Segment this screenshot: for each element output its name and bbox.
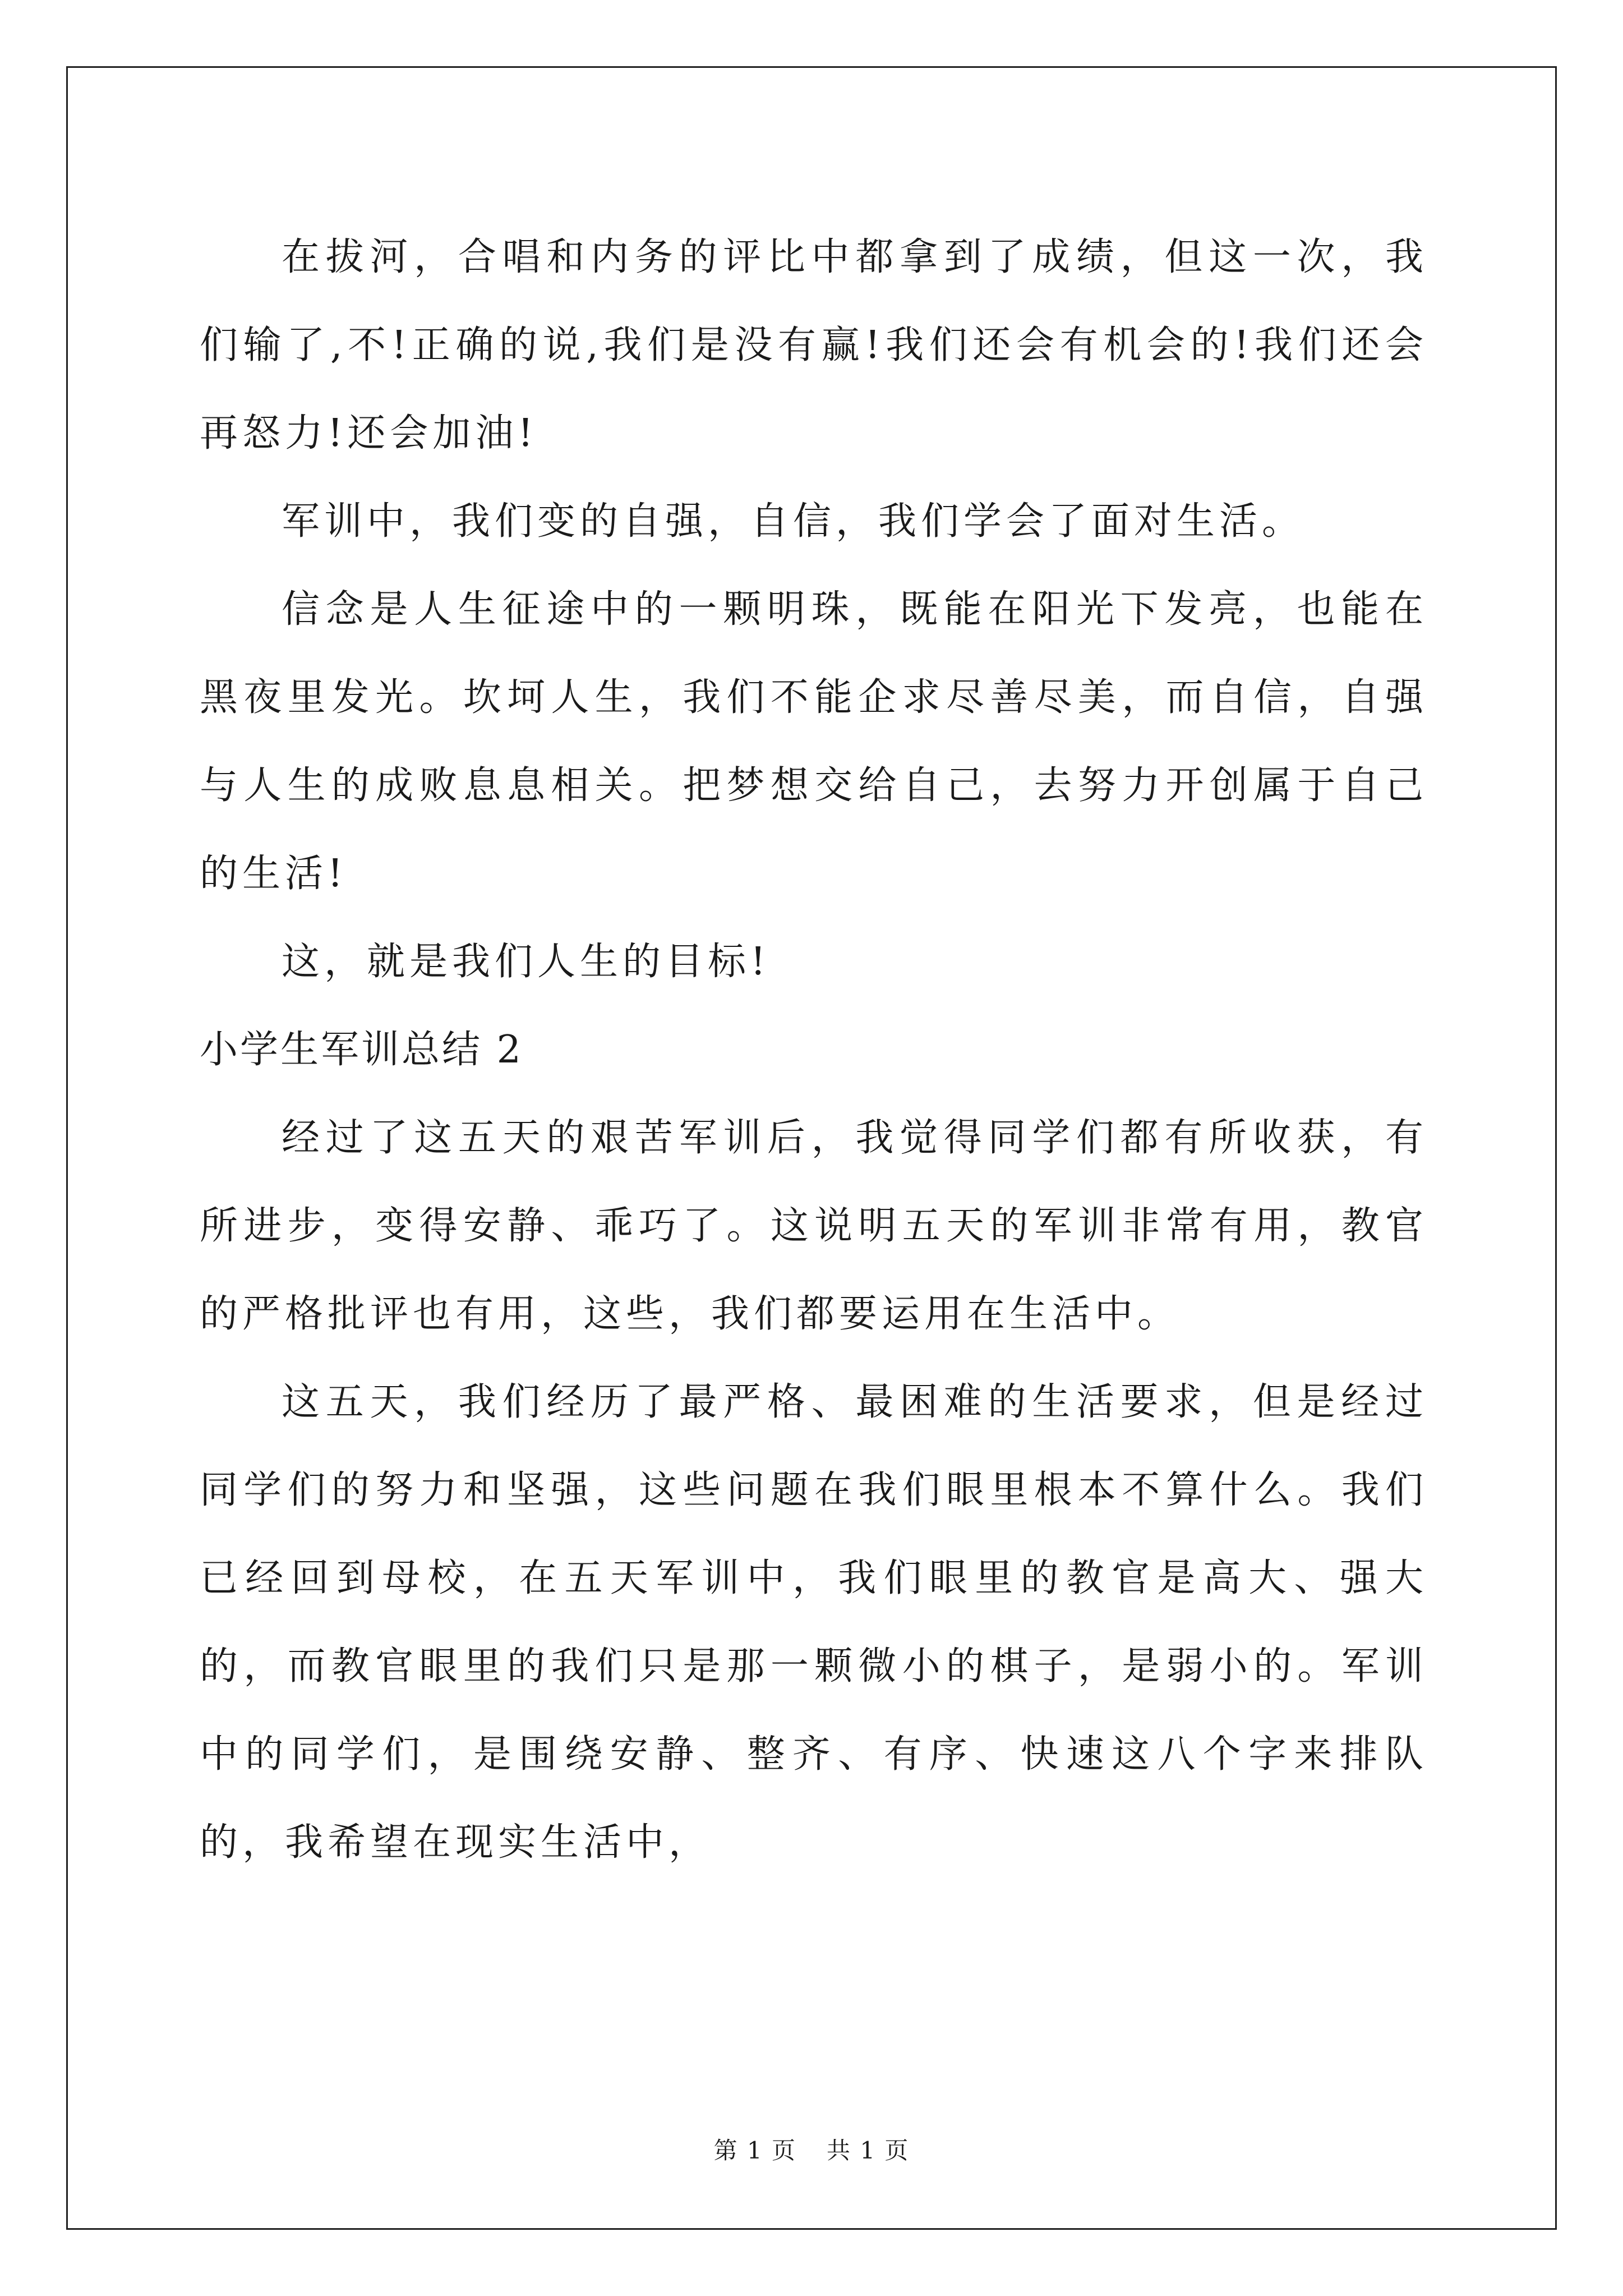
paragraph-4: 这，就是我们人生的目标! [282, 940, 771, 984]
section-heading: 小学生军训总结 2 [200, 1028, 523, 1072]
page-number-total: 共 1 页 [827, 2137, 910, 2164]
paragraph-3: 信念是人生征途中的一颗明珠，既能在阳光下发亮，也能在黑夜里发光。坎坷人生，我们不能企求尽善尽美，而自信，自强与人生的成败息息相关。把梦想交给自己，去努力开创属于自己的生活! [200, 587, 1428, 896]
section-paragraph-1: 经过了这五天的艰苦军训后，我觉得同学们都有所收获，有所进步，变得安静、乖巧了。这说明五天的军训非常有用，教官的严格批评也有用，这些，我们都要运用在生活中。 [200, 1116, 1428, 1336]
page-footer [0, 2136, 1623, 2165]
paragraph-1: 在拔河，合唱和内务的评比中都拿到了成绩，但这一次，我们输了,不!正确的说,我们是没有赢!我们还会有机会的!我们还会再怒力!还会加油! [200, 235, 1428, 455]
document-body [200, 213, 1428, 1887]
page-number-current: 第 1 页 [713, 2137, 796, 2164]
paragraph-2: 军训中，我们变的自强，自信，我们学会了面对生活。 [282, 499, 1305, 544]
section-paragraph-2: 这五天，我们经历了最严格、最困难的生活要求，但是经过同学们的努力和坚强，这些问题在我们眼里根本不算什么。我们已经回到母校，在五天军训中，我们眼里的教官是高大、强大的，而教官眼里的我们只是那一颗微小的棋子，是弱小的。军训中的同学们，是围绕安静、整齐、有序、快速这八个字来排队的，我希望在现实生活中， [200, 1380, 1428, 1865]
